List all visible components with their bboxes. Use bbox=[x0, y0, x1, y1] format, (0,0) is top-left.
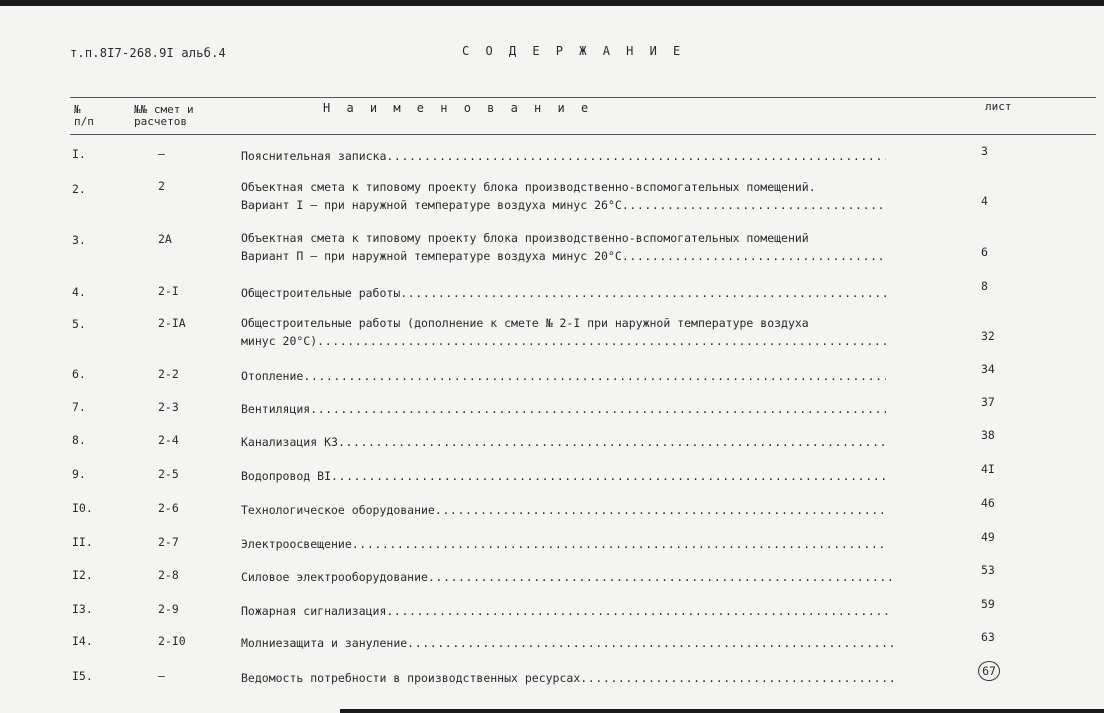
table-top-rule bbox=[70, 97, 1096, 98]
leader-dots bbox=[310, 400, 886, 418]
row-title-line: Вентиляция bbox=[241, 402, 311, 416]
leader-dots bbox=[622, 196, 886, 214]
row-number: I0. bbox=[72, 501, 93, 515]
row-number: 6. bbox=[72, 367, 86, 381]
row-title bbox=[241, 284, 891, 302]
leader-dots bbox=[317, 332, 886, 350]
row-code: 2-I0 bbox=[158, 634, 186, 648]
row-title bbox=[241, 467, 891, 485]
row-number: 4. bbox=[72, 285, 86, 299]
row-title-line: Ведомость потребности в производственных ресурсах bbox=[241, 671, 581, 685]
row-title-line: Электроосвещение bbox=[241, 537, 352, 551]
row-sheet: 53 bbox=[981, 563, 995, 577]
row-title-line: Молниезащита и зануление bbox=[241, 636, 408, 650]
leader-dots bbox=[407, 634, 893, 652]
row-sheet: 59 bbox=[981, 597, 995, 611]
row-sheet: 34 bbox=[981, 362, 995, 376]
row-number: I3. bbox=[72, 602, 93, 616]
row-title bbox=[241, 602, 891, 620]
row-number: 2. bbox=[72, 182, 86, 196]
row-number: II. bbox=[72, 535, 93, 549]
document-reference: т.п.8I7-268.9I альб.4 bbox=[70, 46, 226, 60]
row-title bbox=[241, 314, 891, 350]
row-title bbox=[241, 669, 891, 687]
leader-dots bbox=[303, 367, 886, 385]
row-code: 2А bbox=[158, 232, 172, 246]
row-title bbox=[241, 535, 891, 553]
row-sheet: 32 bbox=[981, 329, 995, 343]
row-code: 2-4 bbox=[158, 433, 179, 447]
scan-top-border bbox=[0, 0, 1104, 6]
column-header-sheet: лист bbox=[985, 100, 1012, 113]
leader-dots bbox=[580, 669, 893, 687]
row-number: 3. bbox=[72, 233, 86, 247]
row-code: – bbox=[158, 669, 165, 683]
table-header-rule bbox=[70, 134, 1096, 135]
row-code: 2-3 bbox=[158, 400, 179, 414]
row-sheet: 49 bbox=[981, 530, 995, 544]
row-title-line: Пожарная сигнализация bbox=[241, 604, 387, 618]
leader-dots bbox=[386, 602, 893, 620]
leader-dots bbox=[400, 284, 886, 302]
row-code: 2-2 bbox=[158, 367, 179, 381]
row-title bbox=[241, 634, 891, 652]
row-sheet: 37 bbox=[981, 395, 995, 409]
row-number: 5. bbox=[72, 317, 86, 331]
circled-sheet-number: 67 bbox=[978, 661, 1000, 681]
scan-bottom-border bbox=[340, 709, 1104, 713]
row-title bbox=[241, 178, 891, 214]
row-sheet: 4 bbox=[981, 194, 988, 208]
row-sheet: 8 bbox=[981, 279, 988, 293]
column-header-code-line2: расчетов bbox=[134, 115, 187, 128]
row-title-line: Объектная смета к типовому проекту блока производственно-вспомогательных помещений bbox=[241, 231, 809, 245]
row-title-line: Объектная смета к типовому проекту блока производственно-вспомогательных помещений. bbox=[241, 180, 816, 194]
row-sheet: 46 bbox=[981, 496, 995, 510]
leader-dots bbox=[386, 147, 886, 165]
row-title-line: Водопровод ВI bbox=[241, 469, 332, 483]
column-header-number bbox=[74, 104, 134, 128]
row-title bbox=[241, 229, 891, 265]
leader-dots bbox=[428, 568, 893, 586]
row-title-line: Вариант I – при наружной температуре воздуха минус 26°С bbox=[241, 198, 622, 212]
row-title-line: Силовое электрооборудование bbox=[241, 570, 428, 584]
row-title bbox=[241, 147, 891, 165]
row-title-line: Общестроительные работы (дополнение к смете № 2-I при наружной температуре воздуха bbox=[241, 316, 809, 330]
row-code: 2 bbox=[158, 179, 165, 193]
leader-dots bbox=[352, 535, 886, 553]
row-sheet: 63 bbox=[981, 630, 995, 644]
row-number: 7. bbox=[72, 400, 86, 414]
row-code: 2-IА bbox=[158, 316, 186, 330]
row-title-line: Отопление bbox=[241, 369, 304, 383]
leader-dots bbox=[622, 247, 886, 265]
row-title-line: Общестроительные работы bbox=[241, 286, 401, 300]
page-title: С О Д Е Р Ж А Н И Е bbox=[462, 44, 685, 58]
column-header-number-line2: п/п bbox=[74, 115, 94, 128]
row-title-line: Технологическое оборудование bbox=[241, 503, 435, 517]
row-title bbox=[241, 568, 891, 586]
row-code: 2-5 bbox=[158, 467, 179, 481]
row-title-line: Вариант П – при наружной температуре воздуха минус 20°С bbox=[241, 249, 622, 263]
row-code: 2-8 bbox=[158, 568, 179, 582]
row-code: – bbox=[158, 147, 165, 161]
column-header-code bbox=[134, 104, 234, 128]
row-sheet: 6 bbox=[981, 245, 988, 259]
row-title bbox=[241, 501, 891, 519]
column-header-name: Н а и м е н о в а н и е bbox=[323, 101, 593, 115]
row-title-line: минус 20°С) bbox=[241, 334, 318, 348]
leader-dots bbox=[435, 501, 886, 519]
row-title bbox=[241, 433, 891, 451]
row-title-line: Канализация К3 bbox=[241, 435, 338, 449]
row-title bbox=[241, 367, 891, 385]
row-number: I2. bbox=[72, 568, 93, 582]
leader-dots bbox=[338, 433, 886, 451]
row-code: 2-7 bbox=[158, 535, 179, 549]
row-code: 2-9 bbox=[158, 602, 179, 616]
row-code: 2-6 bbox=[158, 501, 179, 515]
row-number: 8. bbox=[72, 433, 86, 447]
row-number: I4. bbox=[72, 634, 93, 648]
row-code: 2-I bbox=[158, 284, 179, 298]
row-number: I. bbox=[72, 147, 86, 161]
row-sheet: 38 bbox=[981, 428, 995, 442]
leader-dots bbox=[331, 467, 886, 485]
row-sheet bbox=[975, 661, 1015, 681]
column-header-number-line1: № bbox=[74, 103, 81, 116]
row-title-line: Пояснительная записка bbox=[241, 149, 387, 163]
column-header-code-line1: №№ смет и bbox=[134, 103, 194, 116]
row-title bbox=[241, 400, 891, 418]
row-sheet: 4I bbox=[981, 462, 995, 476]
row-sheet: 3 bbox=[981, 144, 988, 158]
row-number: 9. bbox=[72, 467, 86, 481]
row-number: I5. bbox=[72, 669, 93, 683]
